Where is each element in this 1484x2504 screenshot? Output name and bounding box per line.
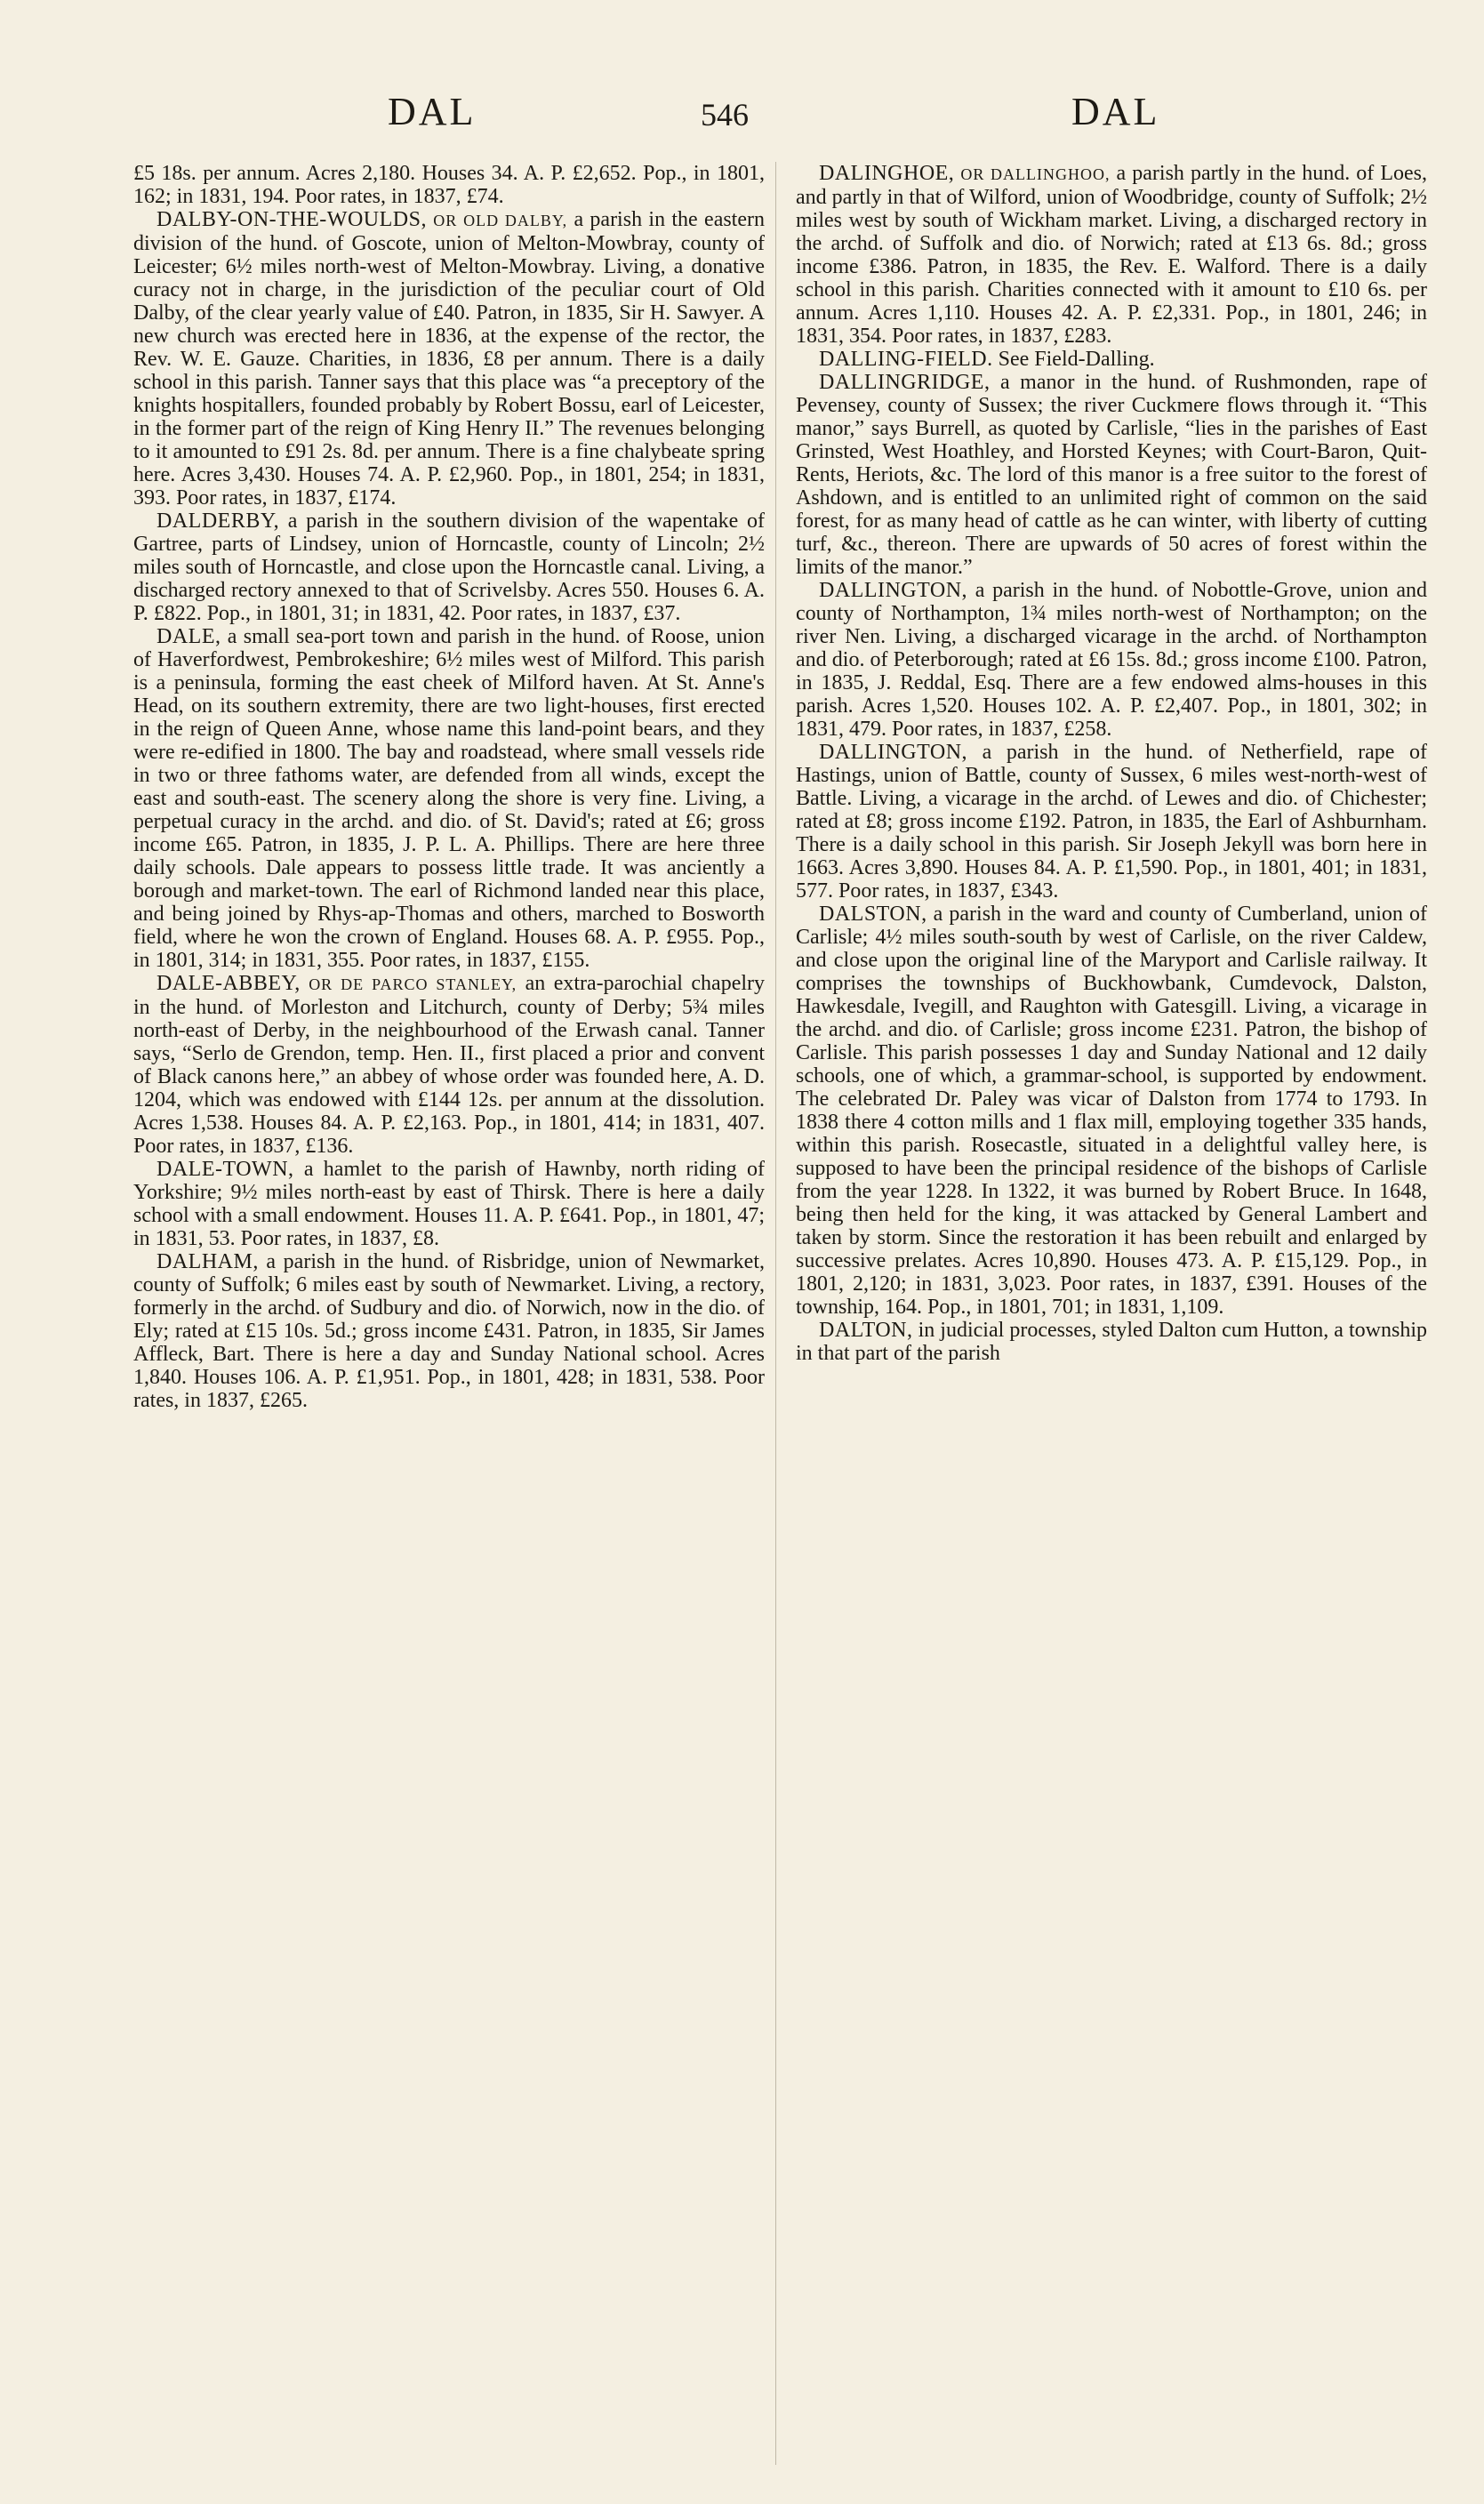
entry	[796, 579, 1427, 741]
entry-headword: DALLINGTON,	[819, 579, 968, 602]
entry	[133, 625, 765, 972]
entry-text: in judicial processes, styled Dalton cum Hutton, a township in that part of the parish	[796, 1319, 1427, 1365]
entry	[133, 972, 765, 1158]
entry-text: a small sea-port town and parish in the hund. of Roose, union of Haverfordwest, Pembrokeshire; 6½ miles west of Milford. This parish is a peninsula, forming the east cheek of Milford haven. At St. Anne's Head, on its southern extremity, there are two light-houses, first erected in the reign of Queen Anne, whose name this land-point bears, and they were re-edified in 1800. The bay and roadstead, where small vessels ride in two or three fathoms water, are defended from all winds, except the east and south-east. The scenery along the shore is very fine. Living, a perpetual curacy in the archd. and dio. of St. David's; rated at £6; gross income £65. Patron, in 1835, J. P. L. A. Phillips. There are here three daily schools. Dale appears to possess little trade. It was anciently a borough and market-town. The earl of Richmond landed near this place, and being joined by Rhys-ap-Thomas and others, marched to Bosworth field, where he won the crown of England. Houses 68. A. P. £955. Pop., in 1801, 314; in 1831, 355. Poor rates, in 1837, £155.	[133, 625, 765, 972]
entry	[133, 1158, 765, 1250]
entry-text: a parish in the hund. of Nobottle-Grove, union and county of Northampton, 1¾ miles north-west of Northampton; on the river Nen. Living, a discharged vicarage in the archd. of Northampton and dio. of Peterborough; rated at £6 15s. 8d.; gross income £100. Patron, in 1835, J. Reddal, Esq. There are a few endowed alms-houses in this parish. Acres 1,520. Houses 102. A. P. £2,407. Pop., in 1801, 302; in 1831, 479. Poor rates, in 1837, £258.	[796, 579, 1427, 741]
entry	[796, 162, 1427, 348]
entry-text: a parish in the eastern division of the hund. of Goscote, union of Melton-Mowbray, county of Leicester; 6½ miles north-west of Melton-Mowbray. Living, a donative curacy not in charge, in the jurisdiction of the peculiar court of Old Dalby, of the clear yearly value of £40. Patron, in 1835, Sir H. Sawyer. A new church was erected here in 1836, at the expense of the rector, the Rev. W. E. Gauze. Charities, in 1836, £8 per annum. There is a daily school in this parish. Tanner says that this place was “a preceptory of the knights hospitallers, founded probably by Robert Bossu, earl of Leicester, in the former part of the reign of King Henry II.” The revenues belonging to it amounted to £91 2s. 8d. per annum. There is a fine chalybeate spring here. Acres 3,430. Houses 74. A. P. £2,960. Pop., in 1801, 254; in 1831, 393. Poor rates, in 1837, £174.	[133, 208, 765, 510]
running-header	[0, 89, 1484, 142]
left-column	[133, 162, 765, 2465]
entry	[796, 741, 1427, 903]
page-number: 546	[701, 97, 749, 132]
entry-text: an extra-parochial chapelry in the hund. of Morleston and Litchurch, county of Derby; 5¾ miles north-east of Derby, in the neighbourhood of the Erwash canal. Tanner says, “Serlo de Grendon, temp. Hen. II., first placed a prior and convent of Black canons here,” an abbey of whose order was founded here, A. D. 1204, which was endowed with £144 12s. per annum at the dissolution. Acres 1,538. Houses 84. A. P. £2,163. Pop., in 1801, 414; in 1831, 407. Poor rates, in 1837, £136.	[133, 972, 765, 1158]
running-head-left: DAL	[388, 90, 477, 133]
entry-headword: DALINGHOE,	[819, 162, 955, 185]
entry-headword: DALDERBY,	[156, 510, 280, 533]
entry	[796, 1319, 1427, 1365]
entry-headword: DALTON,	[819, 1319, 913, 1342]
entry	[796, 903, 1427, 1319]
entry-text: a parish in the southern division of the wapentake of Gartree, parts of Lindsey, union of Horncastle, county of Lincoln; 2½ miles south of Horncastle, and close upon the Horncastle canal. Living, a discharged rectory annexed to that of Scrivelsby. Acres 550. Houses 6. A. P. £822. Pop., in 1801, 31; in 1831, 42. Poor rates, in 1837, £37.	[133, 510, 765, 625]
entry	[796, 348, 1427, 371]
entry-text: a parish in the ward and county of Cumberland, union of Carlisle; 4½ miles south-south by west of Carlisle, on the river Caldew, and close upon the original line of the Maryport and Carlisle railway. It comprises the townships of Buckhowbank, Cumdevock, Dalston, Hawkesdale, Ivegill, and Raughton with Gatesgill. Living, a vicarage in the archd. and dio. of Carlisle; gross income £231. Patron, the bishop of Carlisle. This parish possesses 1 day and Sunday National and 12 daily schools, one of which, a grammar-school, is supported by endowment. The celebrated Dr. Paley was vicar of Dalston from 1774 to 1793. In 1838 there 4 cotton mills and 1 flax mill, employing together 335 hands, within this parish. Rosecastle, situated in a delightful valley here, is supposed to have been the principal residence of the bishops of Carlisle from the year 1228. In 1322, it was burned by Robert Bruce. In 1648, being then held for the king, it was attacked by General Lambert and taken by storm. Since the restoration it has been rebuilt and enlarged by successive prelates. Acres 10,890. Houses 473. A. P. £15,129. Pop., in 1801, 2,120; in 1831, 3,023. Poor rates, in 1837, £391. Houses of the township, 164. Pop., in 1801, 701; in 1831, 1,109.	[796, 903, 1427, 1319]
entry-headword: DALE-TOWN,	[156, 1158, 294, 1181]
entry-text: a hamlet to the parish of Hawnby, north riding of Yorkshire; 9½ miles north-east by east of Thirsk. There is here a daily school with a small endowment. Houses 11. A. P. £641. Pop., in 1801, 47; in 1831, 53. Poor rates, in 1837, £8.	[133, 1158, 765, 1250]
column-divider	[775, 162, 776, 2465]
entry-headword: DALLINGRIDGE,	[819, 371, 991, 394]
entry-headword: DALLING-FIELD.	[819, 348, 993, 371]
entry	[133, 510, 765, 625]
entry	[133, 1250, 765, 1412]
entry-text: a parish in the hund. of Netherfield, rape of Hastings, union of Battle, county of Sussex, 6 miles west-north-west of Battle. Living, a vicarage in the archd. of Lewes and dio. of Chichester; rated at £8; gross income £192. Patron, in 1835, the Earl of Ashburnham. There is a daily school in this parish. Sir Joseph Jekyll was born here in 1663. Acres 3,890. Houses 84. A. P. £1,590. Pop., in 1801, 401; in 1831, 577. Poor rates, in 1837, £343.	[796, 741, 1427, 903]
entry-alt-name: OR DALLINGHOO,	[960, 165, 1111, 183]
running-head-right: DAL	[1071, 90, 1160, 133]
entry	[133, 162, 765, 208]
entry-text: See Field-Dalling.	[998, 348, 1155, 371]
entry-text: a manor in the hund. of Rushmonden, rape of Pevensey, county of Sussex; the river Cuckmere flows through it. “This manor,” says Burrell, as quoted by Carlisle, “lies in the parishes of East Grinsted, West Hoathley, and Horsted Keynes; with Court-Baron, Quit-Rents, Heriots, &c. The lord of this manor is a free suitor to the forest of Ashdown, and is entitled to an unlimited right of common on the said forest, for as many head of cattle as he can winter, with liberty of cutting turf, &c., thereon. There are upwards of 50 acres of forest within the limits of the manor.”	[796, 371, 1427, 579]
entry-headword: DALBY-ON-THE-WOULDS,	[156, 208, 427, 231]
entry-headword: DALE-ABBEY,	[156, 972, 301, 995]
right-column	[796, 162, 1427, 2465]
entry-text: a parish in the hund. of Risbridge, union of Newmarket, county of Suffolk; 6 miles east by south of Newmarket. Living, a rectory, formerly in the archd. of Sudbury and dio. of Norwich, now in the dio. of Ely; rated at £15 10s. 5d.; gross income £431. Patron, in 1835, Sir James Affleck, Bart. There is here a day and Sunday National school. Acres 1,840. Houses 106. A. P. £1,951. Pop., in 1801, 428; in 1831, 538. Poor rates, in 1837, £265.	[133, 1250, 765, 1412]
entry	[796, 371, 1427, 579]
entry	[133, 208, 765, 510]
entry-headword: DALLINGTON,	[819, 741, 968, 764]
entry-text: a parish partly in the hund. of Loes, and partly in that of Wilford, union of Woodbridge, county of Suffolk; 2½ miles west by south of Wickham market. Living, a discharged rectory in the archd. of Suffolk and dio. of Norwich; rated at £13 6s. 8d.; gross income £386. Patron, in 1835, the Rev. E. Walford. There is a daily school in this parish. Charities connected with it amount to £10 6s. per annum. Acres 1,110. Houses 42. A. P. £2,331. Pop., in 1801, 246; in 1831, 354. Poor rates, in 1837, £283.	[796, 162, 1427, 348]
entry-headword: DALHAM,	[156, 1250, 259, 1273]
entry-alt-name: OR DE PARCO STANLEY,	[309, 975, 517, 993]
entry-alt-name: OR OLD DALBY,	[433, 212, 568, 229]
entry-headword: DALSTON,	[819, 903, 927, 926]
entry-text: £5 18s. per annum. Acres 2,180. Houses 34. A. P. £2,652. Pop., in 1801, 162; in 1831, 194. Poor rates, in 1837, £74.	[133, 162, 765, 208]
entry-headword: DALE,	[156, 625, 221, 648]
